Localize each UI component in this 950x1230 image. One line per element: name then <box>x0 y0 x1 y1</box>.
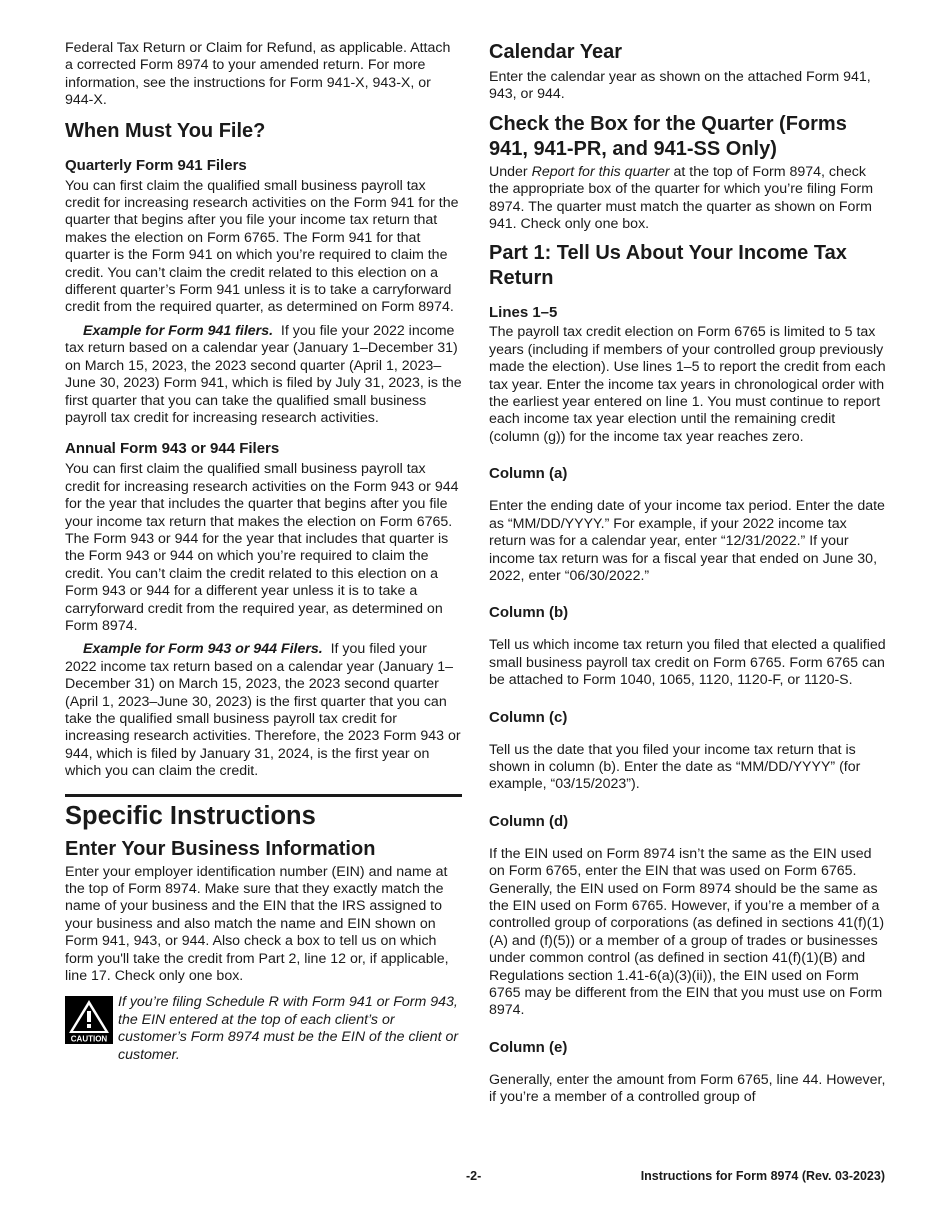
column-e-heading: Column (e) <box>489 1038 568 1056</box>
left-column <box>65 40 462 1064</box>
quarter-paragraph <box>489 164 886 234</box>
example-941-text: If you file your 2022 income tax return based on a calendar year (January 1–December 31) on March 15, 2023, the 2023 second quarter (April 1, 2023–June 30, 2023) Form 941, which is filed by July 31, 2023, is the first quarter that you can take the qualified small business payroll tax credit for increasing research activities. <box>65 322 462 426</box>
section-divider <box>65 794 462 797</box>
example-943-text: If you filed your 2022 income tax return based on a calendar year (January 1–December 31) on March 15, 2023, the 2023 second quarter (April 1, 2023–June 30, 2023) is the first quarter that you can take the qualified small business payroll tax credit for increasing research activities. Therefore, the 2023 Form 943 or 944, which is filed by January 31, 2024, is the first year on which you can claim the credit. <box>65 641 461 780</box>
when-must-you-file-heading: When Must You File? <box>65 119 266 142</box>
page-number: -2- <box>466 1169 482 1183</box>
example-941-paragraph <box>65 323 462 427</box>
column-a-heading: Column (a) <box>489 465 568 483</box>
quarter-text-pre: Under <box>489 163 532 180</box>
quarter-checkbox-heading: Check the Box for the Quarter (Forms 941, 941-PR, and 941-SS Only) <box>489 112 847 160</box>
quarterly-filers-heading: Quarterly Form 941 Filers <box>65 156 247 174</box>
calendar-year-heading: Calendar Year <box>489 41 623 63</box>
caution-icon <box>65 996 113 1044</box>
column-d-heading: Column (d) <box>489 812 569 830</box>
column-a-paragraph: Enter the ending date of your income tax period. Enter the date as “MM/DD/YYYY.” For example, if your 2022 income tax return was for a calendar year, enter “12/31/2022.” If your income tax return was for a fiscal year that ended on June 30, 2022, enter “06/30/2022.” <box>489 498 885 584</box>
column-d-paragraph: If the EIN used on Form 8974 isn’t the same as the EIN used on Form 6765, enter the EIN that was used on Form 6765. Generally, the EIN used on Form 8974 should be the same as the EIN used on Form 6765. However, if you’re a member of a controlled group of corporations (as defined in sections 41(f)(1)(A) and (f)(5)) or a member of a group of trades or businesses under common control (as defined in section 41(f)(1)(B) and Regulations section 1.41-6(a)(3)(ii)), the EIN used on Form 6765 may be different from the EIN that you must use on Form 8974. <box>489 845 885 1019</box>
example-943-paragraph <box>65 641 462 780</box>
business-info-heading: Enter Your Business Information <box>65 837 376 860</box>
column-b-paragraph: Tell us which income tax return you filed that elected a qualified small business payroll tax credit on Form 6765. Form 6765 can be attached to Form 1040, 1065, 1120, 1120-F, or 1120-S. <box>489 637 886 689</box>
quarter-text-post: at the top of Form 8974, check the appropriate box of the quarter for which you’re filing Form 8974. The quarter must match the quarter as shown on Form 941. Check only one box. <box>489 163 874 233</box>
column-e-paragraph: Generally, enter the amount from Form 6765, line 44. However, if you’re a member of a controlled group of <box>489 1071 886 1106</box>
footer-title: Instructions for Form 8974 (Rev. 03-2023) <box>640 1169 885 1183</box>
quarter-text-emphasis: Report for this quarter <box>531 163 670 180</box>
caution-note <box>65 994 462 1064</box>
annual-filers-heading: Annual Form 943 or 944 Filers <box>65 440 280 458</box>
caution-label: CAUTION <box>70 1034 108 1044</box>
lines-1-5-heading: Lines 1–5 <box>489 304 558 322</box>
specific-instructions-heading: Specific Instructions <box>65 801 316 830</box>
lines-1-5-paragraph: The payroll tax credit election on Form 6765 is limited to 5 tax years (including if members of your controlled group previously made the election). Use lines 1–5 to report the credit from each tax year. Enter the income tax years in chronological order with the earliest year entered on line 1. You must continue to report each income tax year election until the remaining credit (column (g)) for the income tax year reaches zero. <box>489 324 886 445</box>
example-941-lead: Example for Form 941 filers. <box>83 322 274 339</box>
intro-paragraph: Federal Tax Return or Claim for Refund, as applicable. Attach a corrected Form 8974 to your amended return. For more information, see the instructions for Form 941-X, 943-X, or 944-X. <box>65 40 451 109</box>
part1-heading: Part 1: Tell Us About Your Income Tax Return <box>489 242 847 290</box>
annual-filers-paragraph: You can first claim the qualified small business payroll tax credit for increasing research activities on the Form 943 or 944 for the year that includes the quarter that begins after you file your income tax return that makes the election on Form 6765. The Form 943 or 944 for the year that includes that quarter is the Form 943 or 944 on which you’re required to claim the credit. You can’t claim the credit related to this election on a Form 943 or 944 for a different year unless it is to take a carryforward credit from the required year, as determined on Form 8974. <box>65 461 459 634</box>
column-c-paragraph: Tell us the date that you filed your income tax return that is shown in column (b). Enter the date as “MM/DD/YYYY” (for example, “03/15/2023”). <box>489 741 861 793</box>
caution-text: If you’re filing Schedule R with Form 941 or Form 943, the EIN entered at the top of each client’s or customer’s Form 8974 must be the EIN of the client or customer. <box>118 994 459 1063</box>
column-b-heading: Column (b) <box>489 604 569 622</box>
business-info-paragraph: Enter your employer identification number (EIN) and name at the top of Form 8974. Make sure that they exactly match the name of your business and the EIN that the IRS assigned to your business and also match the name and EIN shown on Form 941, 943, or 944. Also check a box to tell us on which form you'll take the credit from Part 2, line 12 or, if applicable, line 17. Check only one box. <box>65 863 449 985</box>
column-c-heading: Column (c) <box>489 708 568 726</box>
quarterly-filers-paragraph: You can first claim the qualified small business payroll tax credit for increasing research activities on the Form 941 for the quarter that begins after you file your income tax return that makes the election on Form 6765. The Form 941 for that quarter is the Form 941 on which you’re required to claim the credit. You can’t claim the credit related to this election on a different quarter’s Form 941 unless it is to take a carryforward credit from the required quarter, as determined on Form 8974. <box>65 177 459 316</box>
example-943-lead: Example for Form 943 or 944 Filers. <box>83 641 323 658</box>
right-column <box>489 40 886 1107</box>
calendar-year-paragraph: Enter the calendar year as shown on the attached Form 941, 943, or 944. <box>489 69 871 103</box>
